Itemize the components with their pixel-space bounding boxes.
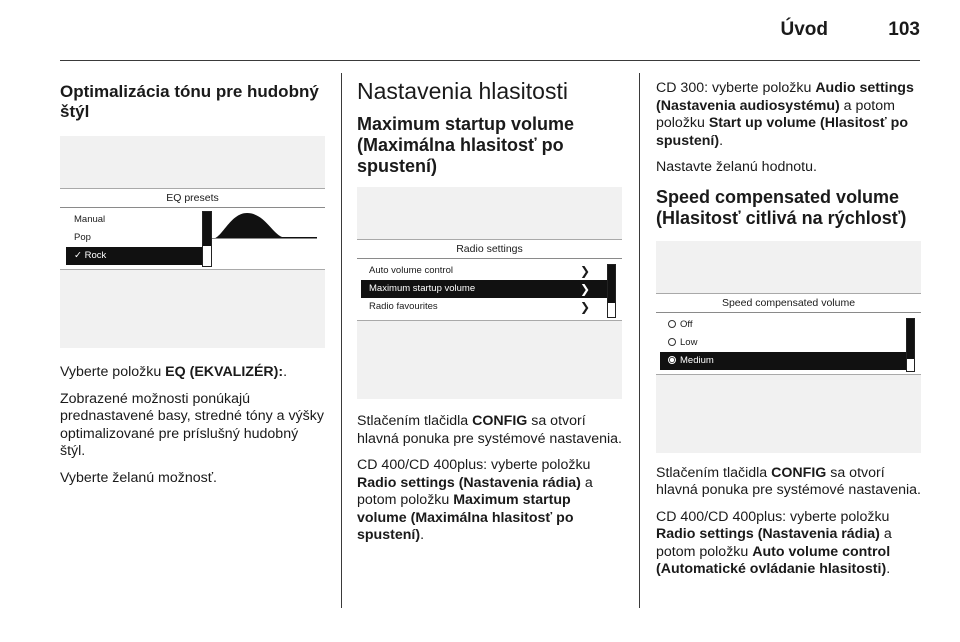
list-item[interactable]: Auto volume control ❯ bbox=[369, 264, 590, 278]
radio-option[interactable]: Off bbox=[660, 316, 907, 334]
eq-presets-figure bbox=[60, 136, 325, 348]
eq-presets-screen bbox=[60, 188, 325, 270]
radio-settings-figure bbox=[357, 187, 622, 399]
radio-option[interactable]: Low bbox=[660, 334, 907, 352]
paragraph: Stlačením tlačidla CONFIG sa otvorí hlavná ponuka pre systémové nastavenia. bbox=[656, 464, 921, 498]
column-divider bbox=[341, 73, 342, 608]
paragraph: Zobrazené možnosti ponúkajú prednastavené basy, stredné tóny a výšky optimalizované pre príslušný hudobný štýl. bbox=[60, 390, 324, 459]
list-item[interactable]: Radio favourites ❯ bbox=[369, 300, 590, 314]
paragraph: Nastavte želanú hodnotu. bbox=[656, 159, 817, 175]
paragraph: CD 400/CD 400plus: vyberte položku Radio settings (Nastavenia rádia) a potom položku Maximum startup volume (Maximálna hlasitosť po spustení). bbox=[357, 457, 593, 543]
list-item-selected[interactable]: Maximum startup volume ❯ bbox=[361, 280, 608, 298]
eq-curve-graphic bbox=[212, 209, 317, 239]
radio-icon bbox=[668, 320, 676, 328]
column-divider bbox=[639, 73, 640, 608]
radio-settings-screen bbox=[357, 239, 622, 321]
paragraph: Stlačením tlačidla CONFIG sa otvorí hlavná ponuka pre systémové nastavenia. bbox=[357, 413, 622, 447]
subsection-heading: Maximum startup volume (Maximálna hlasitosť po spustení) bbox=[357, 114, 575, 176]
screen-title: Speed compensated volume bbox=[656, 294, 921, 313]
section-heading-speed-volume: Speed compensated volume (Hlasitosť citlivá na rýchlosť) bbox=[656, 186, 907, 228]
paragraph: CD 400/CD 400plus: vyberte položku Radio settings (Nastavenia rádia) a potom položku Auto volume control (Automatické ovládanie hlasitosti). bbox=[656, 508, 892, 577]
radio-option-selected[interactable]: Medium bbox=[660, 352, 907, 370]
page-number: 103 bbox=[888, 19, 920, 40]
settings-list bbox=[361, 262, 608, 316]
chevron-right-icon: ❯ bbox=[579, 282, 590, 296]
check-icon: ✓ bbox=[74, 250, 82, 261]
option-list bbox=[660, 316, 907, 370]
radio-icon bbox=[668, 338, 676, 346]
column-1 bbox=[60, 60, 325, 487]
chevron-right-icon: ❯ bbox=[579, 300, 590, 314]
eq-preset-list bbox=[66, 211, 206, 265]
screen-title: EQ presets bbox=[60, 189, 325, 208]
paragraph: Vyberte želanú možnosť. bbox=[60, 469, 217, 486]
section-title: Úvod bbox=[780, 19, 828, 40]
column-2 bbox=[357, 60, 622, 545]
paragraph: CD 300: vyberte položku Audio settings (Nastavenia audiosystému) a potom položku Start up volume (Hlasitosť po spustení). bbox=[656, 80, 914, 149]
radio-selected-icon bbox=[668, 356, 676, 364]
chevron-right-icon: ❯ bbox=[579, 264, 590, 278]
list-item-selected[interactable]: ✓ Rock bbox=[66, 247, 206, 265]
speed-volume-figure bbox=[656, 241, 921, 453]
paragraph: Vyberte položku EQ (EKVALIZÉR):. bbox=[60, 364, 288, 380]
page-header bbox=[60, 0, 920, 61]
list-item[interactable]: Manual bbox=[74, 214, 106, 225]
column-3 bbox=[656, 60, 921, 579]
speed-volume-screen bbox=[656, 293, 921, 375]
scrollbar[interactable] bbox=[202, 211, 212, 267]
section-heading-tone: Optimalizácia tónu pre hudobný štýl bbox=[60, 82, 319, 121]
screen-title: Radio settings bbox=[357, 240, 622, 259]
scrollbar[interactable] bbox=[906, 318, 915, 372]
scrollbar[interactable] bbox=[607, 264, 616, 318]
list-item[interactable]: Pop bbox=[74, 232, 91, 243]
section-heading-volume: Nastavenia hlasitosti bbox=[357, 78, 568, 104]
